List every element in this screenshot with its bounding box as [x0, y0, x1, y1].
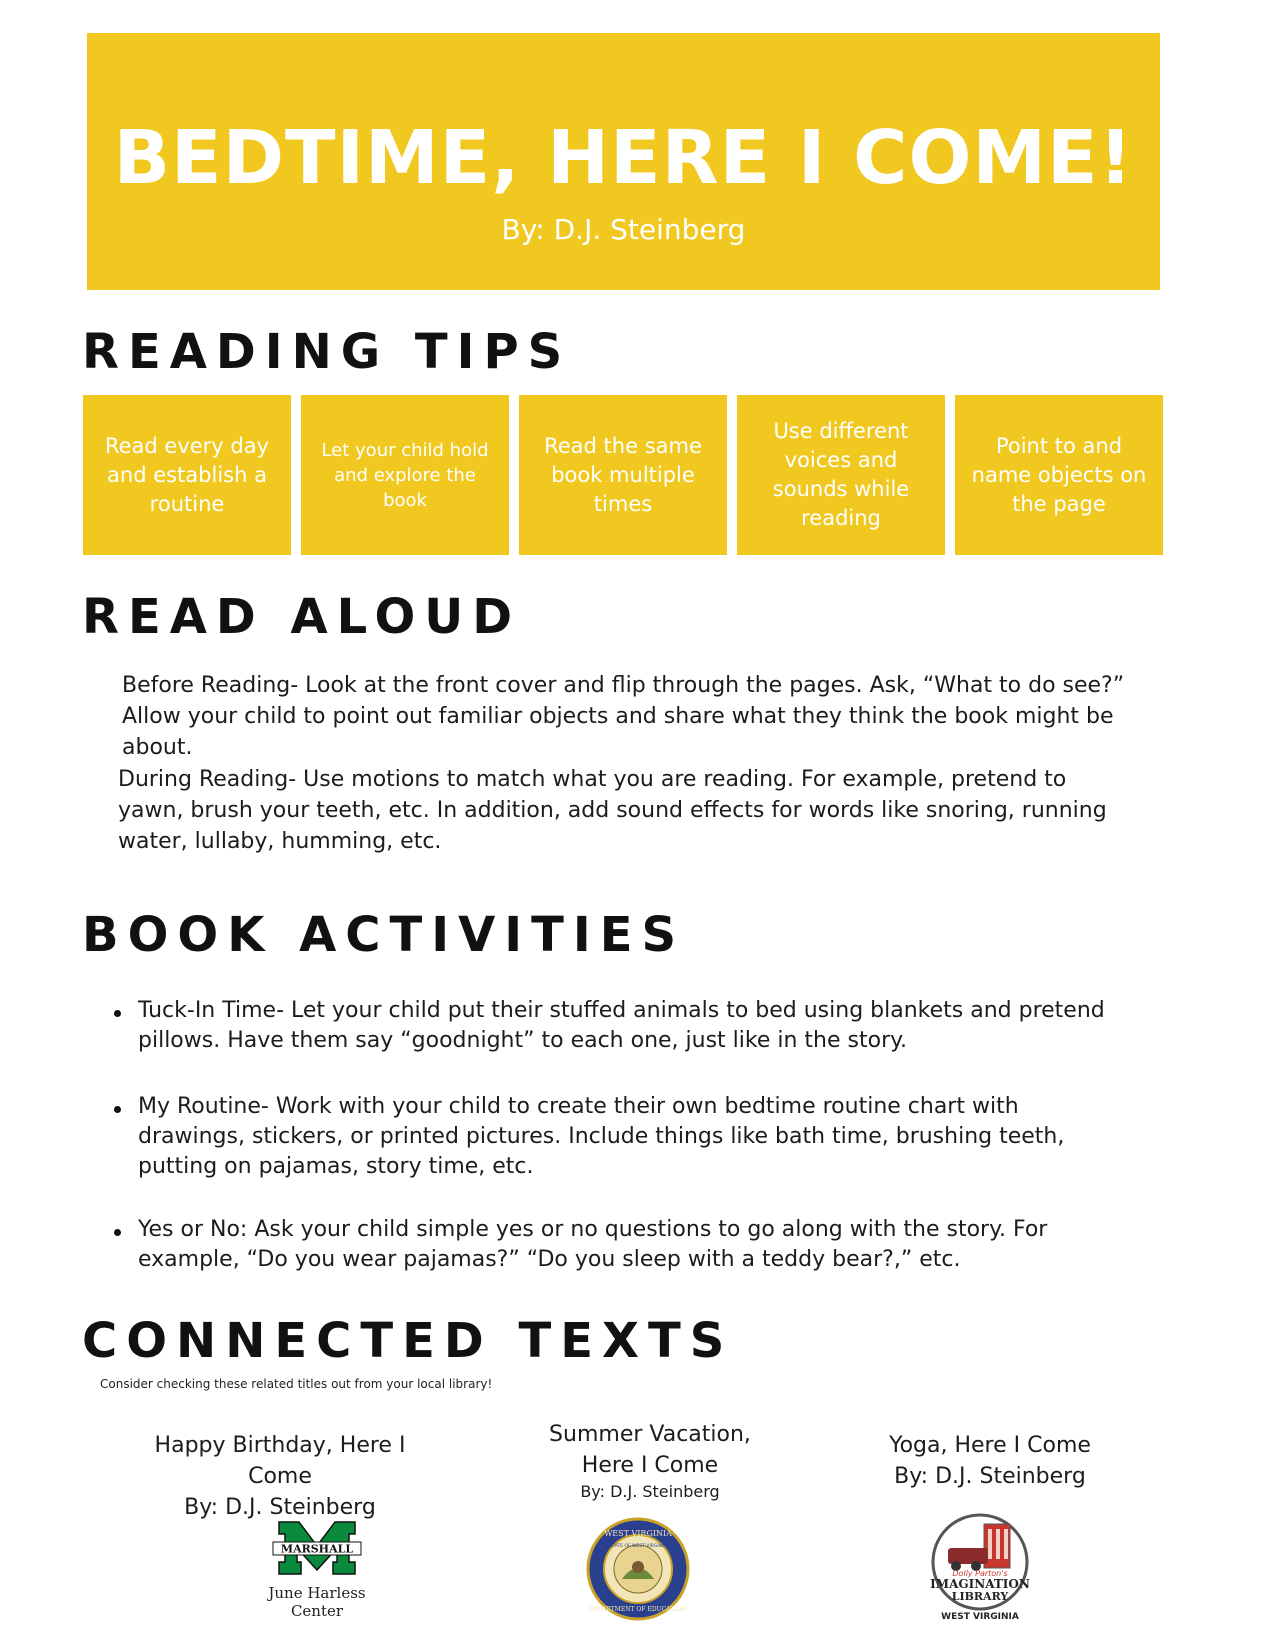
tip-card: Point to and name objects on the page [955, 395, 1163, 555]
tip-card: Let your child hold and explore the book [301, 395, 509, 555]
connected-book [840, 1430, 1140, 1492]
list-item: Tuck-In Time- Let your child put their stuffed animals to bed using blankets and pretend pillows. Have them say “goodnight” to each one, just like in the story. [110, 996, 1120, 1056]
tip-card: Read every day and establish a routine [83, 395, 291, 555]
list-item: My Routine- Work with your child to create their own bedtime routine chart with drawings, stickers, or printed pictures. Include things like bath time, brushing teeth, putting on pajamas, story time, etc. [110, 1092, 1120, 1182]
marshall-logo-icon [255, 1520, 380, 1620]
tip-card: Use different voices and sounds while reading [737, 395, 945, 555]
book-title: Here I Come [581, 1453, 719, 1478]
svg-text:WEST VIRGINIA: WEST VIRGINIA [604, 1529, 672, 1538]
svg-text:Center: Center [290, 1602, 344, 1620]
book-title: BEDTIME, HERE I COME! [113, 115, 1134, 201]
svg-text:June Harless: June Harless [268, 1584, 366, 1602]
marshall-june-harless-logo [255, 1520, 380, 1620]
wvde-seal-icon [586, 1517, 690, 1621]
before-reading-text: Before Reading- Look at the front cover and flip through the pages. Ask, “What to do see?” Allow your child to point out familiar objects and share what they think the book might be about. [122, 673, 1125, 760]
library-note: Consider checking these related titles out from your local library! [100, 1377, 493, 1391]
book-activities-heading: BOOK ACTIVITIES [82, 907, 686, 963]
book-author: By: D.J. Steinberg [184, 1495, 376, 1520]
svg-text:DEPARTMENT OF EDUCATION: DEPARTMENT OF EDUCATION [589, 1606, 687, 1613]
svg-text:Dolly Parton's: Dolly Parton's [952, 1569, 1008, 1578]
title-banner [87, 33, 1160, 290]
tip-card: Read the same book multiple times [519, 395, 727, 555]
connected-book [120, 1430, 440, 1523]
read-aloud-heading: READ ALOUD [82, 589, 522, 645]
book-author: By: D.J. Steinberg [894, 1464, 1086, 1489]
svg-text:WEST VIRGINIA: WEST VIRGINIA [941, 1612, 1019, 1622]
reading-tips-heading: READING TIPS [82, 324, 572, 380]
book-author: By: D.J. Steinberg [501, 213, 746, 246]
book-author: By: D.J. Steinberg [580, 1482, 720, 1501]
connected-texts-heading: CONNECTED TEXTS [82, 1313, 734, 1369]
book-title: Yoga, Here I Come [889, 1433, 1091, 1458]
book-title: Happy Birthday, Here I Come [154, 1433, 406, 1489]
reading-tips-row [83, 395, 1165, 555]
imagination-library-icon [928, 1512, 1032, 1624]
book-title: Summer Vacation, [549, 1422, 751, 1447]
connected-book [510, 1419, 790, 1503]
svg-text:STATE OF WEST VIRGINIA: STATE OF WEST VIRGINIA [609, 1544, 667, 1549]
svg-text:LIBRARY: LIBRARY [951, 1590, 1009, 1603]
wv-department-of-education-seal [586, 1517, 690, 1621]
svg-text:MARSHALL: MARSHALL [280, 1542, 354, 1556]
during-reading-text: During Reading- Use motions to match what you are reading. For example, pretend to yawn, brush your teeth, etc. In addition, add sound effects for words like snoring, running water, lullaby, humming, etc. [118, 767, 1107, 854]
imagination-library-wv-logo [928, 1512, 1032, 1624]
list-item: Yes or No: Ask your child simple yes or no questions to go along with the story. For example, “Do you wear pajamas?” “Do you sleep with a teddy bear?,” etc. [110, 1215, 1120, 1275]
svg-text:IMAGINATION: IMAGINATION [930, 1577, 1030, 1591]
